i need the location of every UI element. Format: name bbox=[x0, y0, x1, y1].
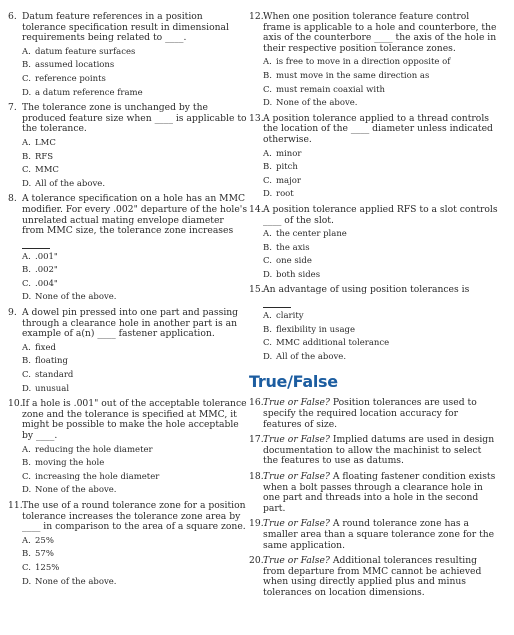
option-text: None of the above. bbox=[276, 98, 358, 109]
option-letter: A. bbox=[263, 311, 272, 322]
question-stem: A tolerance specification on a hole has an MMC modifier. For every .002" departure of the hole's unrelated actual mating envelope diameter from MMC size, the tolerance zone increases bbox=[22, 193, 248, 237]
answer-option[interactable] bbox=[22, 291, 248, 305]
answer-option[interactable] bbox=[22, 164, 248, 178]
statement-text: Additional tolerances resulting from departure from MMC cannot be achieved when using directly applied plus and minus tolerances on location dimensions. bbox=[263, 555, 482, 598]
option-text: .002" bbox=[35, 265, 58, 276]
option-text: All of the above. bbox=[35, 178, 106, 189]
option-text: 57% bbox=[35, 549, 54, 560]
option-letter: A. bbox=[22, 342, 31, 353]
option-letter: D. bbox=[263, 189, 273, 200]
answer-option[interactable] bbox=[22, 151, 248, 165]
answer-option[interactable] bbox=[263, 255, 499, 269]
option-letter: B. bbox=[263, 242, 272, 253]
answer-option[interactable] bbox=[263, 324, 499, 338]
answer-option[interactable] bbox=[22, 457, 248, 471]
option-letter: A. bbox=[22, 137, 31, 148]
option-letter: C. bbox=[263, 256, 272, 267]
question-item bbox=[249, 285, 499, 364]
option-text: major bbox=[276, 175, 301, 186]
true-false-item bbox=[249, 556, 499, 598]
option-letter: C. bbox=[22, 562, 31, 573]
option-letter: B. bbox=[263, 70, 272, 81]
option-letter: C. bbox=[22, 73, 31, 84]
option-text: the center plane bbox=[276, 229, 347, 240]
option-text: 25% bbox=[35, 535, 54, 546]
option-letter: B. bbox=[22, 458, 31, 469]
option-list bbox=[22, 46, 248, 100]
answer-option[interactable] bbox=[263, 228, 499, 242]
option-letter: A. bbox=[22, 444, 31, 455]
answer-option[interactable] bbox=[22, 342, 248, 356]
question-number: 18. bbox=[249, 471, 264, 482]
question-text bbox=[249, 12, 499, 54]
question-stem: The use of a round tolerance zone for a position tolerance increases the tolerance zone area by ____ in comparison to the area of a square zone. bbox=[22, 499, 246, 533]
option-text: LMC bbox=[35, 137, 56, 148]
question-number: 17. bbox=[249, 434, 264, 446]
option-text: All of the above. bbox=[276, 351, 347, 362]
answer-option[interactable] bbox=[22, 484, 248, 498]
question-number: 7. bbox=[8, 102, 17, 114]
question-item bbox=[8, 399, 248, 498]
answer-option[interactable] bbox=[22, 369, 248, 383]
question-item bbox=[8, 103, 248, 191]
statement-text: Implied datums are used in design documentation to allow the machinist to select the features to use as datums. bbox=[263, 434, 495, 467]
answer-option[interactable] bbox=[22, 251, 248, 265]
answer-option[interactable] bbox=[22, 178, 248, 192]
option-text: must remain coaxial with bbox=[276, 84, 385, 95]
option-text: moving the hole bbox=[35, 458, 105, 469]
option-text: a datum reference frame bbox=[35, 87, 143, 98]
option-text: assumed locations bbox=[35, 60, 115, 71]
answer-option[interactable] bbox=[263, 175, 499, 189]
option-list bbox=[22, 535, 248, 589]
option-text: None of the above. bbox=[35, 485, 117, 496]
option-letter: B. bbox=[22, 265, 31, 276]
left-column bbox=[8, 12, 248, 592]
answer-option[interactable] bbox=[22, 383, 248, 397]
statement-text: A floating fastener condition exists when a bolt passes through a clearance hole in one part and threads into a hole in the second part. bbox=[263, 471, 496, 514]
answer-option[interactable] bbox=[22, 355, 248, 369]
option-letter: D. bbox=[263, 269, 273, 280]
question-text bbox=[8, 308, 248, 340]
question-stem bbox=[263, 472, 499, 514]
option-text: root bbox=[276, 189, 294, 200]
answer-option[interactable] bbox=[22, 264, 248, 278]
option-text: increasing the hole diameter bbox=[35, 471, 160, 482]
question-item bbox=[249, 114, 499, 202]
true-false-item bbox=[249, 398, 499, 430]
question-stem bbox=[263, 398, 499, 430]
option-text: fixed bbox=[35, 342, 56, 353]
option-list bbox=[22, 137, 248, 191]
true-false-tag: True or False? bbox=[263, 518, 330, 530]
option-text: None of the above. bbox=[35, 576, 117, 587]
answer-option[interactable] bbox=[263, 188, 499, 202]
option-text: unusual bbox=[35, 383, 70, 394]
answer-option[interactable] bbox=[22, 73, 248, 87]
option-text: minor bbox=[276, 148, 302, 159]
question-number: 13. bbox=[249, 112, 264, 124]
option-text: datum feature surfaces bbox=[35, 46, 136, 57]
right-multiple-choice bbox=[249, 12, 499, 364]
question-stem: Datum feature references in a position tolerance specification result in dimensional requirements being related to ____. bbox=[22, 11, 229, 44]
option-letter: A. bbox=[22, 535, 31, 546]
answer-option[interactable] bbox=[263, 97, 499, 111]
question-number: 8. bbox=[8, 193, 17, 205]
option-letter: B. bbox=[22, 151, 31, 162]
true-false-list bbox=[249, 398, 499, 598]
question-stem bbox=[263, 435, 499, 467]
option-list bbox=[22, 342, 248, 396]
option-letter: A. bbox=[263, 57, 272, 68]
answer-option[interactable] bbox=[263, 84, 499, 98]
question-number: 15. bbox=[249, 284, 264, 296]
question-text bbox=[249, 205, 499, 226]
question-text bbox=[8, 103, 248, 135]
true-false-tag: True or False? bbox=[263, 434, 330, 446]
answer-option[interactable] bbox=[22, 548, 248, 562]
statement-text: Position tolerances are used to specify the required location accuracy for features of size. bbox=[263, 397, 477, 430]
answer-option[interactable] bbox=[22, 444, 248, 458]
option-text: clarity bbox=[276, 311, 304, 322]
option-letter: B. bbox=[22, 549, 31, 560]
answer-option[interactable] bbox=[263, 70, 499, 84]
statement-text: A round tolerance zone has a smaller area than a square tolerance zone for the same application. bbox=[263, 518, 495, 551]
answer-option[interactable] bbox=[263, 310, 499, 324]
section-heading-true-false: True/False bbox=[249, 372, 338, 392]
question-item bbox=[249, 205, 499, 283]
question-item bbox=[8, 501, 248, 589]
option-list bbox=[263, 228, 499, 282]
answer-option[interactable] bbox=[263, 351, 499, 365]
question-item bbox=[8, 12, 248, 100]
question-stem: The tolerance zone is unchanged by the produced feature size when ____ is applicable to the tolerance. bbox=[22, 102, 247, 135]
question-number: 9. bbox=[8, 307, 17, 319]
option-letter: B. bbox=[22, 60, 31, 71]
option-letter: C. bbox=[22, 370, 31, 381]
question-number: 10. bbox=[8, 398, 23, 410]
option-text: pitch bbox=[276, 162, 298, 173]
answer-option[interactable] bbox=[22, 46, 248, 60]
true-false-item bbox=[249, 472, 499, 514]
option-text: the axis bbox=[276, 242, 310, 253]
option-letter: D. bbox=[22, 87, 32, 98]
option-text: both sides bbox=[276, 269, 321, 280]
question-text bbox=[249, 114, 499, 146]
option-list bbox=[22, 444, 248, 498]
question-stem: If a hole is .001" out of the acceptable tolerance zone and the tolerance is specified at MMC, it might be possible to make the hole acceptable by ____. bbox=[22, 398, 247, 441]
answer-option[interactable] bbox=[22, 471, 248, 485]
question-number: 12. bbox=[249, 11, 264, 22]
option-text: RFS bbox=[35, 151, 54, 162]
question-number: 14. bbox=[249, 203, 264, 215]
option-text: 125% bbox=[35, 562, 60, 573]
answer-option[interactable] bbox=[263, 242, 499, 256]
question-stem: An advantage of using position tolerances is bbox=[263, 284, 470, 296]
option-letter: D. bbox=[22, 292, 32, 303]
question-number: 19. bbox=[249, 518, 264, 530]
question-text bbox=[249, 285, 499, 296]
question-stem: A dowel pin pressed into one part and passing through a clearance hole in another part is an example of a(n) ____ fastener application. bbox=[22, 307, 239, 340]
answer-option[interactable] bbox=[22, 59, 248, 73]
answer-option[interactable] bbox=[263, 56, 499, 70]
answer-option[interactable] bbox=[22, 576, 248, 590]
answer-option[interactable] bbox=[22, 562, 248, 576]
question-item bbox=[8, 194, 248, 305]
question-text bbox=[8, 399, 248, 441]
answer-blank bbox=[22, 238, 50, 249]
question-text bbox=[8, 501, 248, 533]
true-false-tag: True or False? bbox=[263, 471, 330, 482]
option-letter: D. bbox=[263, 98, 273, 109]
option-letter: C. bbox=[263, 84, 272, 95]
option-letter: D. bbox=[22, 485, 32, 496]
option-list bbox=[263, 310, 499, 364]
true-false-item bbox=[249, 519, 499, 551]
true-false-tag: True or False? bbox=[263, 397, 330, 409]
question-stem bbox=[263, 556, 499, 598]
option-list bbox=[263, 148, 499, 202]
option-letter: A. bbox=[22, 46, 31, 57]
option-letter: D. bbox=[22, 383, 32, 394]
option-text: is free to move in a direction opposite of bbox=[276, 57, 451, 68]
answer-option[interactable] bbox=[22, 535, 248, 549]
option-text: reducing the hole diameter bbox=[35, 444, 153, 455]
answer-option[interactable] bbox=[263, 269, 499, 283]
option-text: .004" bbox=[35, 278, 58, 289]
question-stem bbox=[263, 519, 499, 551]
question-number: 20. bbox=[249, 555, 264, 567]
option-text: .001" bbox=[35, 251, 58, 262]
question-stem: When one position tolerance feature control frame is applicable to a hole and counterbore, the axis of the counterbore ____ the axis of the hole in their respective position tolerance zones. bbox=[263, 11, 497, 54]
question-stem: A position tolerance applied RFS to a slot controls ____ of the slot. bbox=[263, 203, 498, 226]
option-letter: D. bbox=[22, 576, 32, 587]
option-letter: C. bbox=[22, 471, 31, 482]
option-letter: B. bbox=[263, 324, 272, 335]
option-letter: C. bbox=[22, 278, 31, 289]
answer-option[interactable] bbox=[22, 137, 248, 151]
question-stem: A position tolerance applied to a thread controls the location of the ____ diameter unless indicated otherwise. bbox=[263, 112, 493, 145]
question-item bbox=[249, 12, 499, 111]
question-number: 16. bbox=[249, 397, 264, 409]
option-text: reference points bbox=[35, 73, 106, 84]
option-text: floating bbox=[35, 356, 68, 367]
option-text: MMC bbox=[35, 165, 59, 176]
true-false-tag: True or False? bbox=[263, 555, 330, 567]
question-item bbox=[8, 308, 248, 396]
option-text: standard bbox=[35, 370, 74, 381]
option-text: must move in the same direction as bbox=[276, 70, 430, 81]
answer-option[interactable] bbox=[263, 337, 499, 351]
true-false-item bbox=[249, 435, 499, 467]
option-text: MMC additional tolerance bbox=[276, 338, 390, 349]
option-letter: A. bbox=[263, 229, 272, 240]
option-letter: A. bbox=[22, 251, 31, 262]
option-letter: A. bbox=[263, 148, 272, 159]
question-number: 11. bbox=[8, 499, 23, 511]
answer-option[interactable] bbox=[263, 148, 499, 162]
option-text: flexibility in usage bbox=[276, 324, 355, 335]
option-list bbox=[22, 251, 248, 305]
option-letter: B. bbox=[263, 162, 272, 173]
option-text: one side bbox=[276, 256, 312, 267]
option-letter: B. bbox=[22, 356, 31, 367]
answer-option[interactable] bbox=[22, 87, 248, 101]
question-text bbox=[8, 194, 248, 236]
right-column bbox=[249, 12, 499, 604]
option-text: None of the above. bbox=[35, 292, 117, 303]
answer-option[interactable] bbox=[22, 278, 248, 292]
option-letter: C. bbox=[22, 165, 31, 176]
answer-blank bbox=[263, 297, 291, 308]
option-letter: C. bbox=[263, 175, 272, 186]
option-list bbox=[263, 56, 499, 110]
option-letter: C. bbox=[263, 338, 272, 349]
option-letter: D. bbox=[22, 178, 32, 189]
question-number: 6. bbox=[8, 11, 17, 22]
answer-option[interactable] bbox=[263, 161, 499, 175]
question-text bbox=[8, 12, 248, 44]
option-letter: D. bbox=[263, 351, 273, 362]
